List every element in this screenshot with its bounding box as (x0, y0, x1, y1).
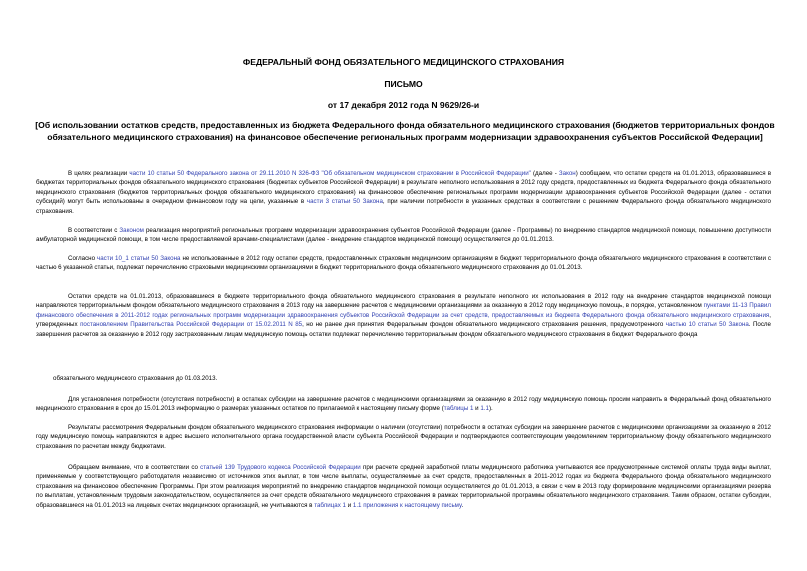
text: (далее - (530, 170, 559, 177)
text: ). (488, 405, 493, 413)
document-type-heading: ПИСЬМО (384, 79, 423, 89)
table-1-link[interactable]: таблицы 1 (443, 405, 474, 413)
rules-points-11-13-link[interactable]: пунктами 11-13 Правил финансового обеспечения в 2011-2012 годах региональных программ модернизации здравоохранения субъектов Российской Федерации за счет средств, предоставляемых из бюджета Федерального фонда обязательного медицинского страхования (36, 302, 771, 319)
labor-code-article-139-link[interactable]: статьей 139 Трудового кодекса Российской Федерации (200, 464, 361, 471)
tables-1-link[interactable]: таблицах 1 (314, 501, 346, 509)
text: , при наличии потребности в указанных средствах в соответствии с решением Федерального фонда обязательного медицинского страхования. (36, 198, 771, 215)
text: при расчете средней заработной платы медицинского работника учитываются все предусмотренные системой оплаты труда виды выплат, применяемые у соответствующего работодателя независимо от источников этих выплат, в том числе выплаты, осуществляемые за счет средств, предоставленных в 2011-2012 годах из бюджета Федерального фонда обязательного медицинского страхования на финансовое обеспечение Программы. При этом реализация мероприятий по внедрению стандартов медицинской помощи осуществляется до 01.01.2013, в связи с чем в 2013 году формирование медицинскими организациями резерва по выплатам, установленным трудовым законодательством, осуществляется за счет средств обязательного медицинского страхования в рамках территориальной программы обязательного медицинского страхования. Таким образом, остатки субсидии, образовавшиеся на 01.01.2013 на лицевых счетах медицинских организаций, не учитываются в (36, 464, 771, 509)
text: Остатки средств на 01.01.2013, образовавшиеся в бюджете территориального фонда обязательного медицинского страхования в результате неполного их использования в 2012 году на внедрение стандартов медицинской помощи направляются территориальным фондом обязательного медицинского страхования в 2013 году на завершение расчетов с медицинскими организациями за оказанную в 2012 году медицинскую помощь, в порядке, установленном (36, 293, 771, 310)
text: . После завершения расчетов за оказанную в 2012 году застрахованным лицам медицинскую помощь остатки подлежат перечислению территориальным фондом обязательного медицинского страхования в бюджет Федерального фонда (36, 321, 771, 338)
text: Для установления потребности (отсутствия потребности) в остатках субсидии на завершение расчетов с медицинскими организациями за оказанную в 2012 году медицинскую помощь просим направить в Федеральный фонд обязательного медицинского страхования в срок до 15.01.2013 информацию о размерах указанных остатков по прилагаемой к настоящему письму форме ( (36, 396, 771, 413)
paragraph-5 (53, 374, 771, 383)
appendix-link[interactable]: 1.1 приложения к настоящему письму (352, 501, 462, 509)
law-326-link[interactable]: части 10 статьи 50 Федерального закона от 29.11.2010 N 326-ФЗ "Об обязательном медицинском страховании в Российской Федерации" (129, 170, 531, 177)
text: , но не ранее дня принятия Федеральным фондом обязательного медицинского страхования решения, предусмотренного (302, 321, 666, 329)
paragraph-4 (36, 292, 771, 339)
text: , утвержденных (36, 311, 771, 329)
text: В соответствии с (68, 227, 120, 234)
text: Обращаем внимание, что в соответствии со (68, 464, 201, 471)
document-subject: [Об использовании остатков средств, предоставленных из бюджета Федерального фонда обязательного медицинского страхования (бюджетов территориальных фондов обязательного медицинского страхования) на финансовое обеспечение региональных программ модернизации здравоохранения субъектов Российской Федерации] (35, 120, 775, 142)
text: Согласно (68, 255, 97, 262)
article-50-part-10-link[interactable]: частью 10 статьи 50 Закона (665, 321, 749, 329)
paragraph-8 (36, 463, 771, 510)
government-decree-85-link[interactable]: постановлением Правительства Российской Федерации от 15.02.2011 N 85 (80, 321, 303, 329)
law-link[interactable]: Закон (558, 170, 576, 177)
paragraph-1 (36, 169, 771, 216)
text: не использованные в 2012 году остатки средств, предоставленных страховым медицинским организациям в бюджет территориального фонда обязательного медицинского страхования в соответствии с частью 6 указанной статьи, подлежат перечислению страховыми медицинскими организациями в бюджет территориального фонда обязательного медицинского страхования до 01.01.2013. (36, 255, 771, 272)
text: обязательного медицинского страхования до 01.03.2013. (53, 375, 218, 382)
article-50-part-3-link[interactable]: части 3 статьи 50 Закона (306, 198, 383, 206)
paragraph-6 (36, 395, 771, 414)
text: и (345, 501, 353, 509)
table-1-1-link[interactable]: 1.1 (480, 405, 489, 413)
paragraph-2 (36, 226, 771, 245)
text: В целях реализации (68, 170, 130, 177)
article-50-part-10-1-link[interactable]: части 10_1 статьи 50 Закона (97, 255, 181, 262)
text: реализация мероприятий региональных программ модернизации здравоохранения субъектов Российской Федерации (далее - Программы) по внедрению стандартов медицинской помощи, повышению доступности амбулаторной медицинской помощи, в том числе предоставляемой врачами-специалистами (далее - внедрение стандартов медицинской помощи) осуществляется до 01.01.2013. (36, 227, 771, 244)
text: . (461, 501, 464, 509)
organization-heading: ФЕДЕРАЛЬНЫЙ ФОНД ОБЯЗАТЕЛЬНОГО МЕДИЦИНСКОГО СТРАХОВАНИЯ (242, 57, 565, 67)
law-link[interactable]: Законом (119, 227, 144, 234)
text: ) сообщаем, что остатки средств на 01.01.2013, образовавшиеся в бюджетах территориальных фондов обязательного медицинского страхования (бюджетах субъектов Российской Федерации) в результате неполного использования в 2012 году средств, предоставленных из бюджета Федерального фонда обязательного медицинского страхования (бюджетов территориальных фондов обязательного медицинского страхования) на финансовое обеспечение региональных программ модернизации здравоохранения субъектов Российской Федерации (далее - остатки субсидий) могут быть использованы в очередном финансовом году на цели, указанные в (36, 170, 771, 206)
paragraph-3 (36, 254, 771, 273)
paragraph-7 (36, 423, 771, 451)
text: Результаты рассмотрения Федеральным фондом обязательного медицинского страхования информации о наличии (отсутствии) потребности в остатках субсидии на завершение расчетов с медицинскими организациями за оказанную в 2012 году медицинскую помощь направляются в адрес высшего исполнительного органа государственной власти субъекта Российской Федерации и подтверждаются соответствующим уведомлением территориальному фонду обязательного медицинского страхования по расчетам между бюджетами. (36, 424, 771, 450)
text: и (473, 405, 481, 413)
document-date: от 17 декабря 2012 года N 9629/26-и (327, 100, 480, 110)
